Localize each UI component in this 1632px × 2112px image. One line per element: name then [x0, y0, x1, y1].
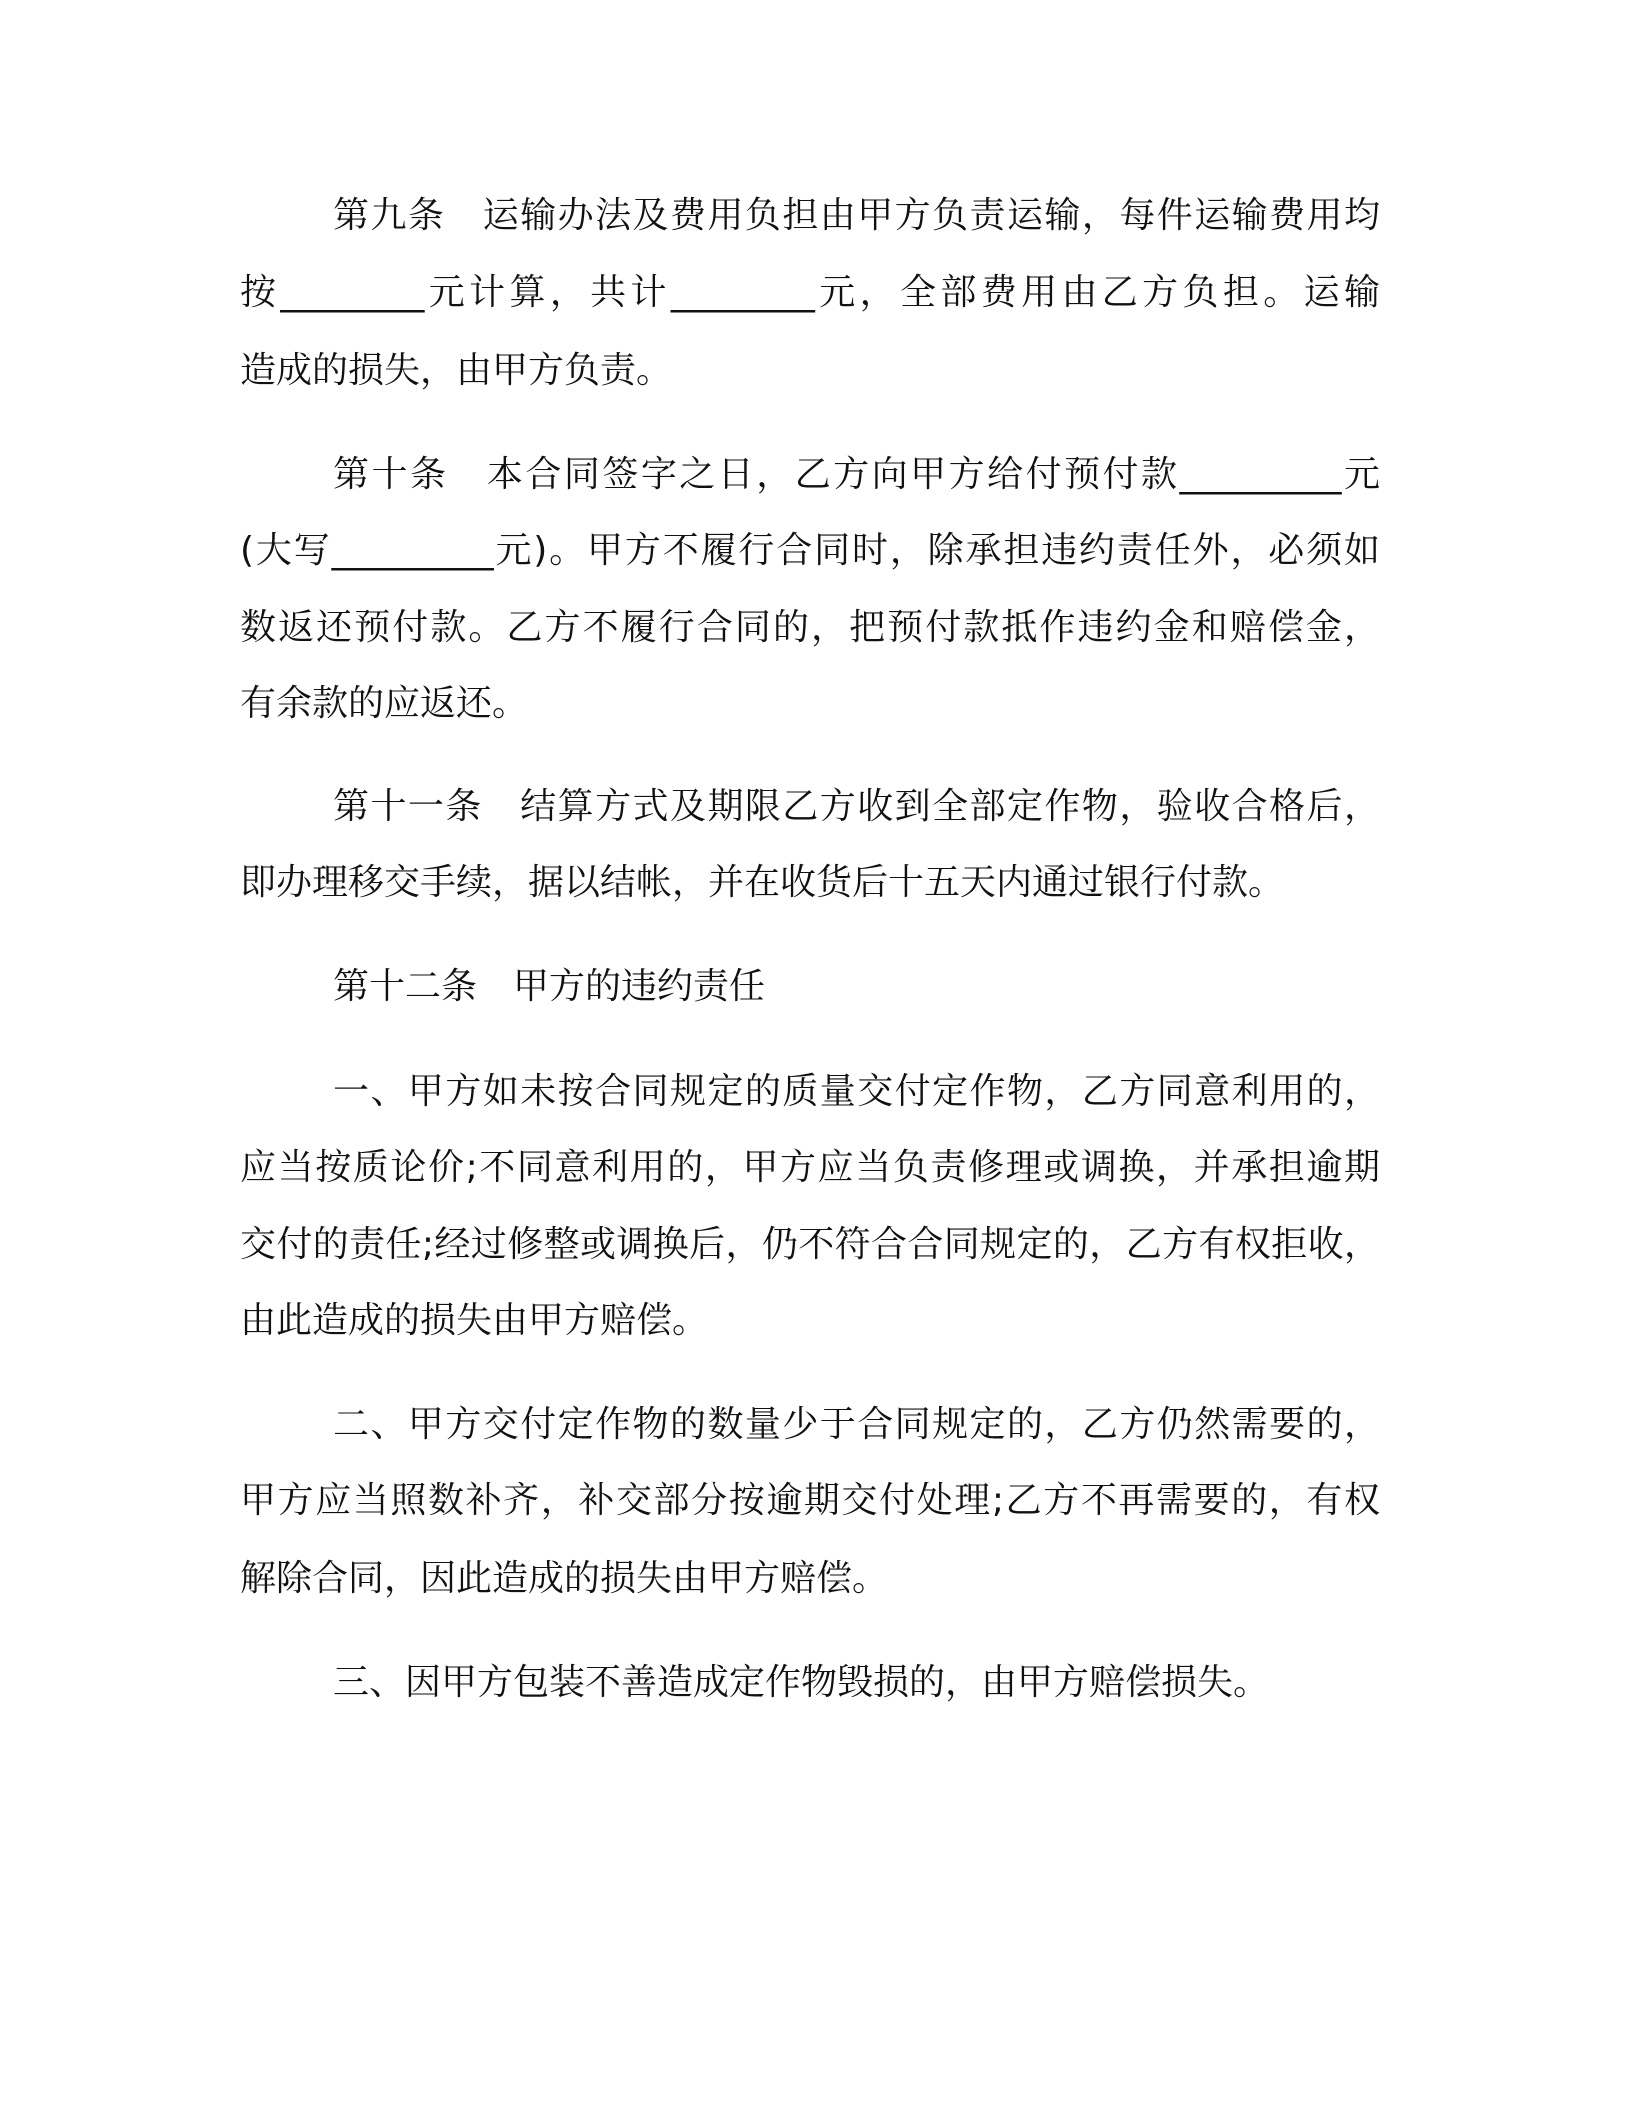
- text-line: 应当按质论价;不同意利用的，甲方应当负责修理或调换，并承担逾期: [240, 1147, 1380, 1188]
- text-line: 数返还预付款。乙方不履行合同的，把预付款抵作违约金和赔偿金，: [240, 607, 1380, 648]
- text-line: 交付的责任;经过修整或调换后，仍不符合合同规定的，乙方有权拒收，: [240, 1224, 1380, 1265]
- text-line: 三、因甲方包装不善造成定作物毁损的，由甲方赔偿损失。: [333, 1662, 1270, 1703]
- text-line: (大写_________元)。甲方不履行合同时，除承担违约责任外，必须如: [240, 530, 1380, 571]
- text-line: 有余款的应返还。: [240, 683, 529, 724]
- text-line: 解除合同，因此造成的损失由甲方赔偿。: [240, 1558, 889, 1599]
- text-line: 由此造成的损失由甲方赔偿。: [240, 1300, 709, 1341]
- text-line: 按________元计算，共计________元，全部费用由乙方负担。运输: [240, 272, 1380, 313]
- text-line: 第十条 本合同签字之日，乙方向甲方给付预付款_________元: [333, 454, 1380, 495]
- text-line: 第十一条 结算方式及期限乙方收到全部定作物，验收合格后，: [333, 786, 1380, 827]
- text-line: 第九条 运输办法及费用负担由甲方负责运输，每件运输费用均: [333, 195, 1380, 236]
- text-line: 一、甲方如未按合同规定的质量交付定作物，乙方同意利用的，: [333, 1071, 1380, 1112]
- text-line: 造成的损失，由甲方负责。: [240, 350, 673, 391]
- text-line: 即办理移交手续，据以结帐，并在收货后十五天内通过银行付款。: [240, 862, 1285, 903]
- text-line: 二、甲方交付定作物的数量少于合同规定的，乙方仍然需要的，: [333, 1404, 1380, 1445]
- text-line: 第十二条 甲方的违约责任: [333, 966, 766, 1007]
- text-line: 甲方应当照数补齐，补交部分按逾期交付处理;乙方不再需要的，有权: [240, 1480, 1380, 1521]
